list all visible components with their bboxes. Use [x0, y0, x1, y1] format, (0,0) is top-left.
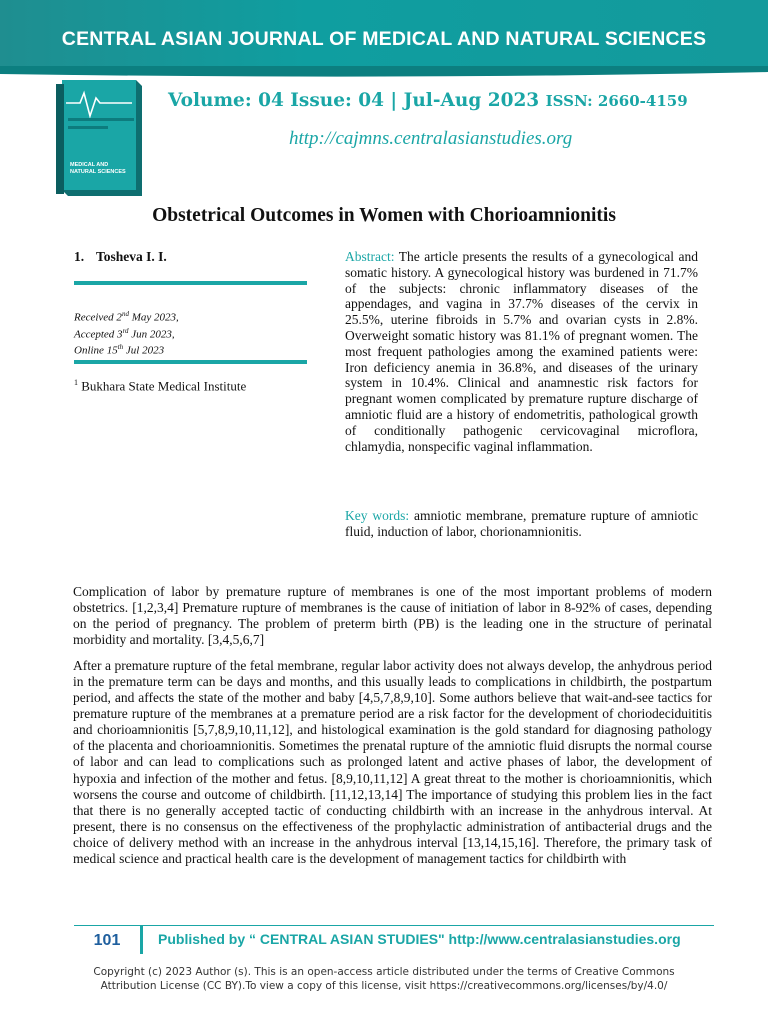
abstract [345, 249, 698, 454]
body-paragraph: After a premature rupture of the fetal membrane, regular labor activity does not always develop, the anhydrous period in the premature term can be days and months, and this usually leads to complications in childbirth, the postpartum period, and affects the state of the mother and baby [4,5,7,8,9,10]. Some authors believe that wait-and-see tactics for premature rupture of the membranes at a premature period are a risk factor for the development of choriodeciduititis and chorioamnionitis [5,7,8,9,10,11,12], and histological examination is the gold standard for diagnosing pathology of the placenta and chorioamnionitis. Sometimes the prenatal rupture of the amniotic fluid disrupts the normal course of labor and can lead to complications such as prolonged latent and active phases of labor, the development of hypoxia and infection of the mother and fetus. [8,9,10,11,12] A great threat to the mother is chorioamnionitis, which worsens the course and outcome of childbirth. [11,12,13,14] The importance of studying this problem lies in the fact that there is no generally accepted tactic of conducting childbirth with an increase in the anhydrous interval. At present, there is no consensus on the effectiveness of the prophylactic administration of antibacterial drugs and the choice of delivery method with an increase in the anhydrous interval [13,14,15,16]. Therefore, the primary task of medical science and practical health care is the development of management tactics for childbirth with [73, 658, 712, 866]
journal-title: CENTRAL ASIAN JOURNAL OF MEDICAL AND NATURAL SCIENCES [61, 28, 707, 50]
page-number: 101 [93, 932, 121, 949]
accepted-date: Accepted 3rd Jun 2023, [74, 326, 175, 341]
copyright-notice [60, 965, 708, 993]
keywords-text: amniotic membrane, premature rupture of amniotic fluid, induction of labor, chorionamnionitis. [345, 508, 698, 539]
journal-cover-image [52, 78, 146, 198]
affiliation: $^1$ Bukhara State Medical Institute [74, 378, 247, 394]
divider-top [74, 281, 307, 285]
copyright-line: Copyright (c) 2023 Author (s). This is an open-access article distributed under the terms of Creative Commons [93, 966, 675, 978]
footer-divider [74, 925, 714, 926]
author-line [74, 249, 167, 265]
copyright-line: Attribution License (CC BY).To view a copy of this license, visit https://creativecommons.org/licenses/by/4.0/ [100, 980, 668, 992]
keywords-label: Key words: [345, 508, 410, 523]
author-name: Tosheva I. I. [96, 249, 167, 264]
journal-banner [0, 0, 768, 78]
abstract-label: Abstract: [345, 249, 395, 264]
abstract-text: The article presents the results of a gynecological and somatic history. A gynecological history was burdened in 71.7% of the subjects: chronic inflammatory diseases of the appendages, and vagina in 37.7% diseases of the cervix in 25.5%, uterine fibroids in 5.7% and ovarian cysts in 2.8%. Overweight somatic history was 81.1% of pregnant women. The most frequent pathologies among the examined patients were: Iron deficiency anemia in 36.8%, and diseases of the urinary system in 10.4%. Clinical and anamnestic risk factors for pregnant women complicated by premature rupture discharge of amniotic fluid are a history of endometritis, pathological growth of conditionally pathogenic cervicovaginal microflora, chlamydia, nonspecific vaginal inflammation. [345, 249, 698, 454]
author-number: 1. [74, 249, 85, 264]
page-number-bar [140, 926, 143, 954]
article-dates [74, 308, 179, 358]
keywords [345, 508, 698, 540]
article-title: Obstetrical Outcomes in Women with Chorioamnionitis [152, 205, 616, 226]
volume-text: Volume: 04 Issue: 04 | Jul-Aug 2023 [168, 90, 540, 111]
issn-text: ISSN: 2660-4159 [545, 92, 688, 110]
article-body [73, 584, 712, 877]
volume-issue [168, 90, 688, 111]
online-date: Online 15th Jul 2023 [74, 343, 165, 357]
body-paragraph: Complication of labor by premature rupture of membranes is one of the most important problems of modern obstetrics. [1,2,3,4] Premature rupture of membranes is the cause of initiation of labor in 8-92% of cases, depending on the period of pregnancy. The problem of preterm birth (PB) is the leading one in the structure of perinatal morbidity and mortality. [3,4,5,6,7] [73, 584, 712, 648]
publisher-line: Published by “ CENTRAL ASIAN STUDIES" http://www.centralasianstudies.org [158, 931, 681, 947]
svg-text:NATURAL SCIENCES: NATURAL SCIENCES [70, 169, 126, 175]
svg-text:MEDICAL AND: MEDICAL AND [70, 162, 109, 168]
divider-bottom [74, 360, 307, 364]
journal-url-link[interactable]: http://cajmns.centralasianstudies.org [289, 128, 573, 149]
received-date: Received 2nd May 2023, [74, 310, 179, 324]
